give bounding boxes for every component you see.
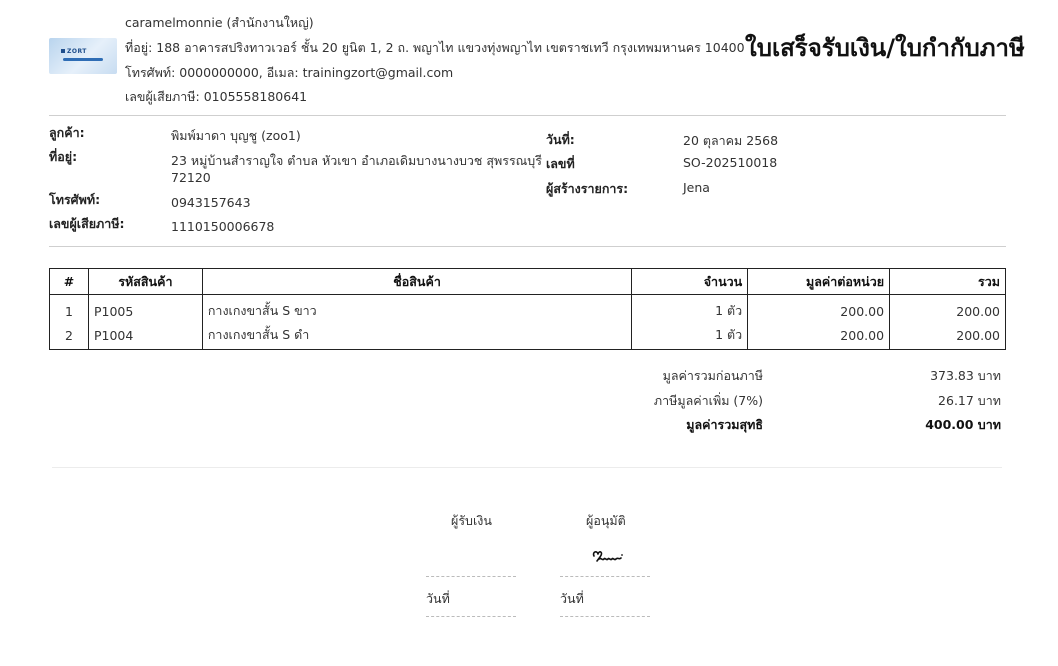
customer-name-label: ลูกค้า: bbox=[49, 125, 85, 140]
receiver-date-label: วันที่ bbox=[426, 591, 450, 606]
col-header-unit-price: มูลค่าต่อหน่วย bbox=[748, 269, 890, 295]
cell-code: P1004 bbox=[88, 323, 202, 350]
cell-total: 200.00 bbox=[890, 295, 1006, 324]
col-header-qty: จำนวน bbox=[632, 269, 748, 295]
col-header-index: # bbox=[50, 269, 89, 295]
table-row bbox=[50, 323, 1006, 350]
doc-date-label: วันที่: bbox=[546, 132, 575, 147]
receiver-date-line bbox=[426, 616, 516, 617]
doc-number: SO-202510018 bbox=[683, 155, 778, 170]
approver-signature-icon bbox=[591, 548, 625, 568]
approver-label: ผู้อนุมัติ bbox=[586, 513, 626, 528]
receiver-signature-line bbox=[426, 576, 516, 577]
col-header-name: ชื่อสินค้า bbox=[202, 269, 631, 295]
cell-qty: 1 ตัว bbox=[632, 295, 748, 324]
items-table bbox=[49, 268, 1006, 350]
doc-number-label: เลขที่ bbox=[546, 156, 575, 171]
col-header-code: รหัสสินค้า bbox=[88, 269, 202, 295]
info-divider bbox=[49, 246, 1006, 247]
col-header-total: รวม bbox=[890, 269, 1006, 295]
approver-date-label: วันที่ bbox=[560, 591, 584, 606]
customer-phone-label: โทรศัพท์: bbox=[49, 192, 101, 207]
vat-value: 26.17 บาท bbox=[938, 393, 1001, 408]
customer-tax-label: เลขผู้เสียภาษี: bbox=[49, 216, 125, 231]
cell-unit-price: 200.00 bbox=[748, 295, 890, 324]
logo-text: ZORT bbox=[67, 48, 87, 55]
doc-creator: Jena bbox=[683, 180, 710, 195]
customer-tax-id: 1110150006678 bbox=[171, 219, 275, 234]
approver-signature-line bbox=[560, 576, 650, 577]
doc-creator-label: ผู้สร้างรายการ: bbox=[546, 181, 629, 196]
document-title: ใบเสร็จรับเงิน/ใบกำกับภาษี bbox=[745, 34, 1025, 62]
company-address: ที่อยู่: 188 อาคารสปริงทาวเวอร์ ชั้น 20 ยูนิต 1, 2 ถ. พญาไท แขวงทุ่งพญาไท เขตราชเทวี กรุงเทพมหานคร 10400 bbox=[125, 40, 745, 55]
doc-date: 20 ตุลาคม 2568 bbox=[683, 133, 779, 148]
logo-bar bbox=[63, 58, 103, 61]
net-total-label: มูลค่ารวมสุทธิ bbox=[686, 417, 763, 432]
header-divider bbox=[49, 115, 1006, 116]
company-name: caramelmonnie (สำนักงานใหญ่) bbox=[125, 15, 314, 30]
customer-address-line2: 72120 bbox=[171, 170, 211, 185]
cell-total: 200.00 bbox=[890, 323, 1006, 350]
cell-name: กางเกงขาสั้น S ดำ bbox=[202, 323, 631, 350]
customer-name: พิมพ์มาดา บุญชู (zoo1) bbox=[171, 128, 301, 143]
customer-phone: 0943157643 bbox=[171, 195, 251, 210]
table-row bbox=[50, 295, 1006, 324]
net-total-value: 400.00 บาท bbox=[925, 417, 1001, 432]
logo-mark-icon bbox=[61, 49, 65, 53]
footer-divider bbox=[52, 467, 1002, 468]
customer-address-line1: 23 หมู่บ้านสำราญใจ ตำบล หัวเขา อำเภอเดิมบางนางบวช สุพรรณบุรี bbox=[171, 153, 542, 168]
approver-date-line bbox=[560, 616, 650, 617]
company-tax-id: เลขผู้เสียภาษี: 0105558180641 bbox=[125, 89, 308, 104]
company-contact: โทรศัพท์: 0000000000, อีเมล: trainingzort@gmail.com bbox=[125, 65, 454, 80]
cell-index: 1 bbox=[50, 295, 89, 324]
company-logo bbox=[49, 38, 117, 74]
table-header-row bbox=[50, 269, 1006, 295]
receiver-label: ผู้รับเงิน bbox=[451, 513, 492, 528]
subtotal-value: 373.83 บาท bbox=[930, 368, 1001, 383]
customer-address-label: ที่อยู่: bbox=[49, 149, 78, 164]
cell-qty: 1 ตัว bbox=[632, 323, 748, 350]
vat-label: ภาษีมูลค่าเพิ่ม (7%) bbox=[653, 393, 763, 408]
cell-unit-price: 200.00 bbox=[748, 323, 890, 350]
cell-index: 2 bbox=[50, 323, 89, 350]
cell-code: P1005 bbox=[88, 295, 202, 324]
subtotal-label: มูลค่ารวมก่อนภาษี bbox=[662, 368, 763, 383]
cell-name: กางเกงขาสั้น S ขาว bbox=[202, 295, 631, 324]
